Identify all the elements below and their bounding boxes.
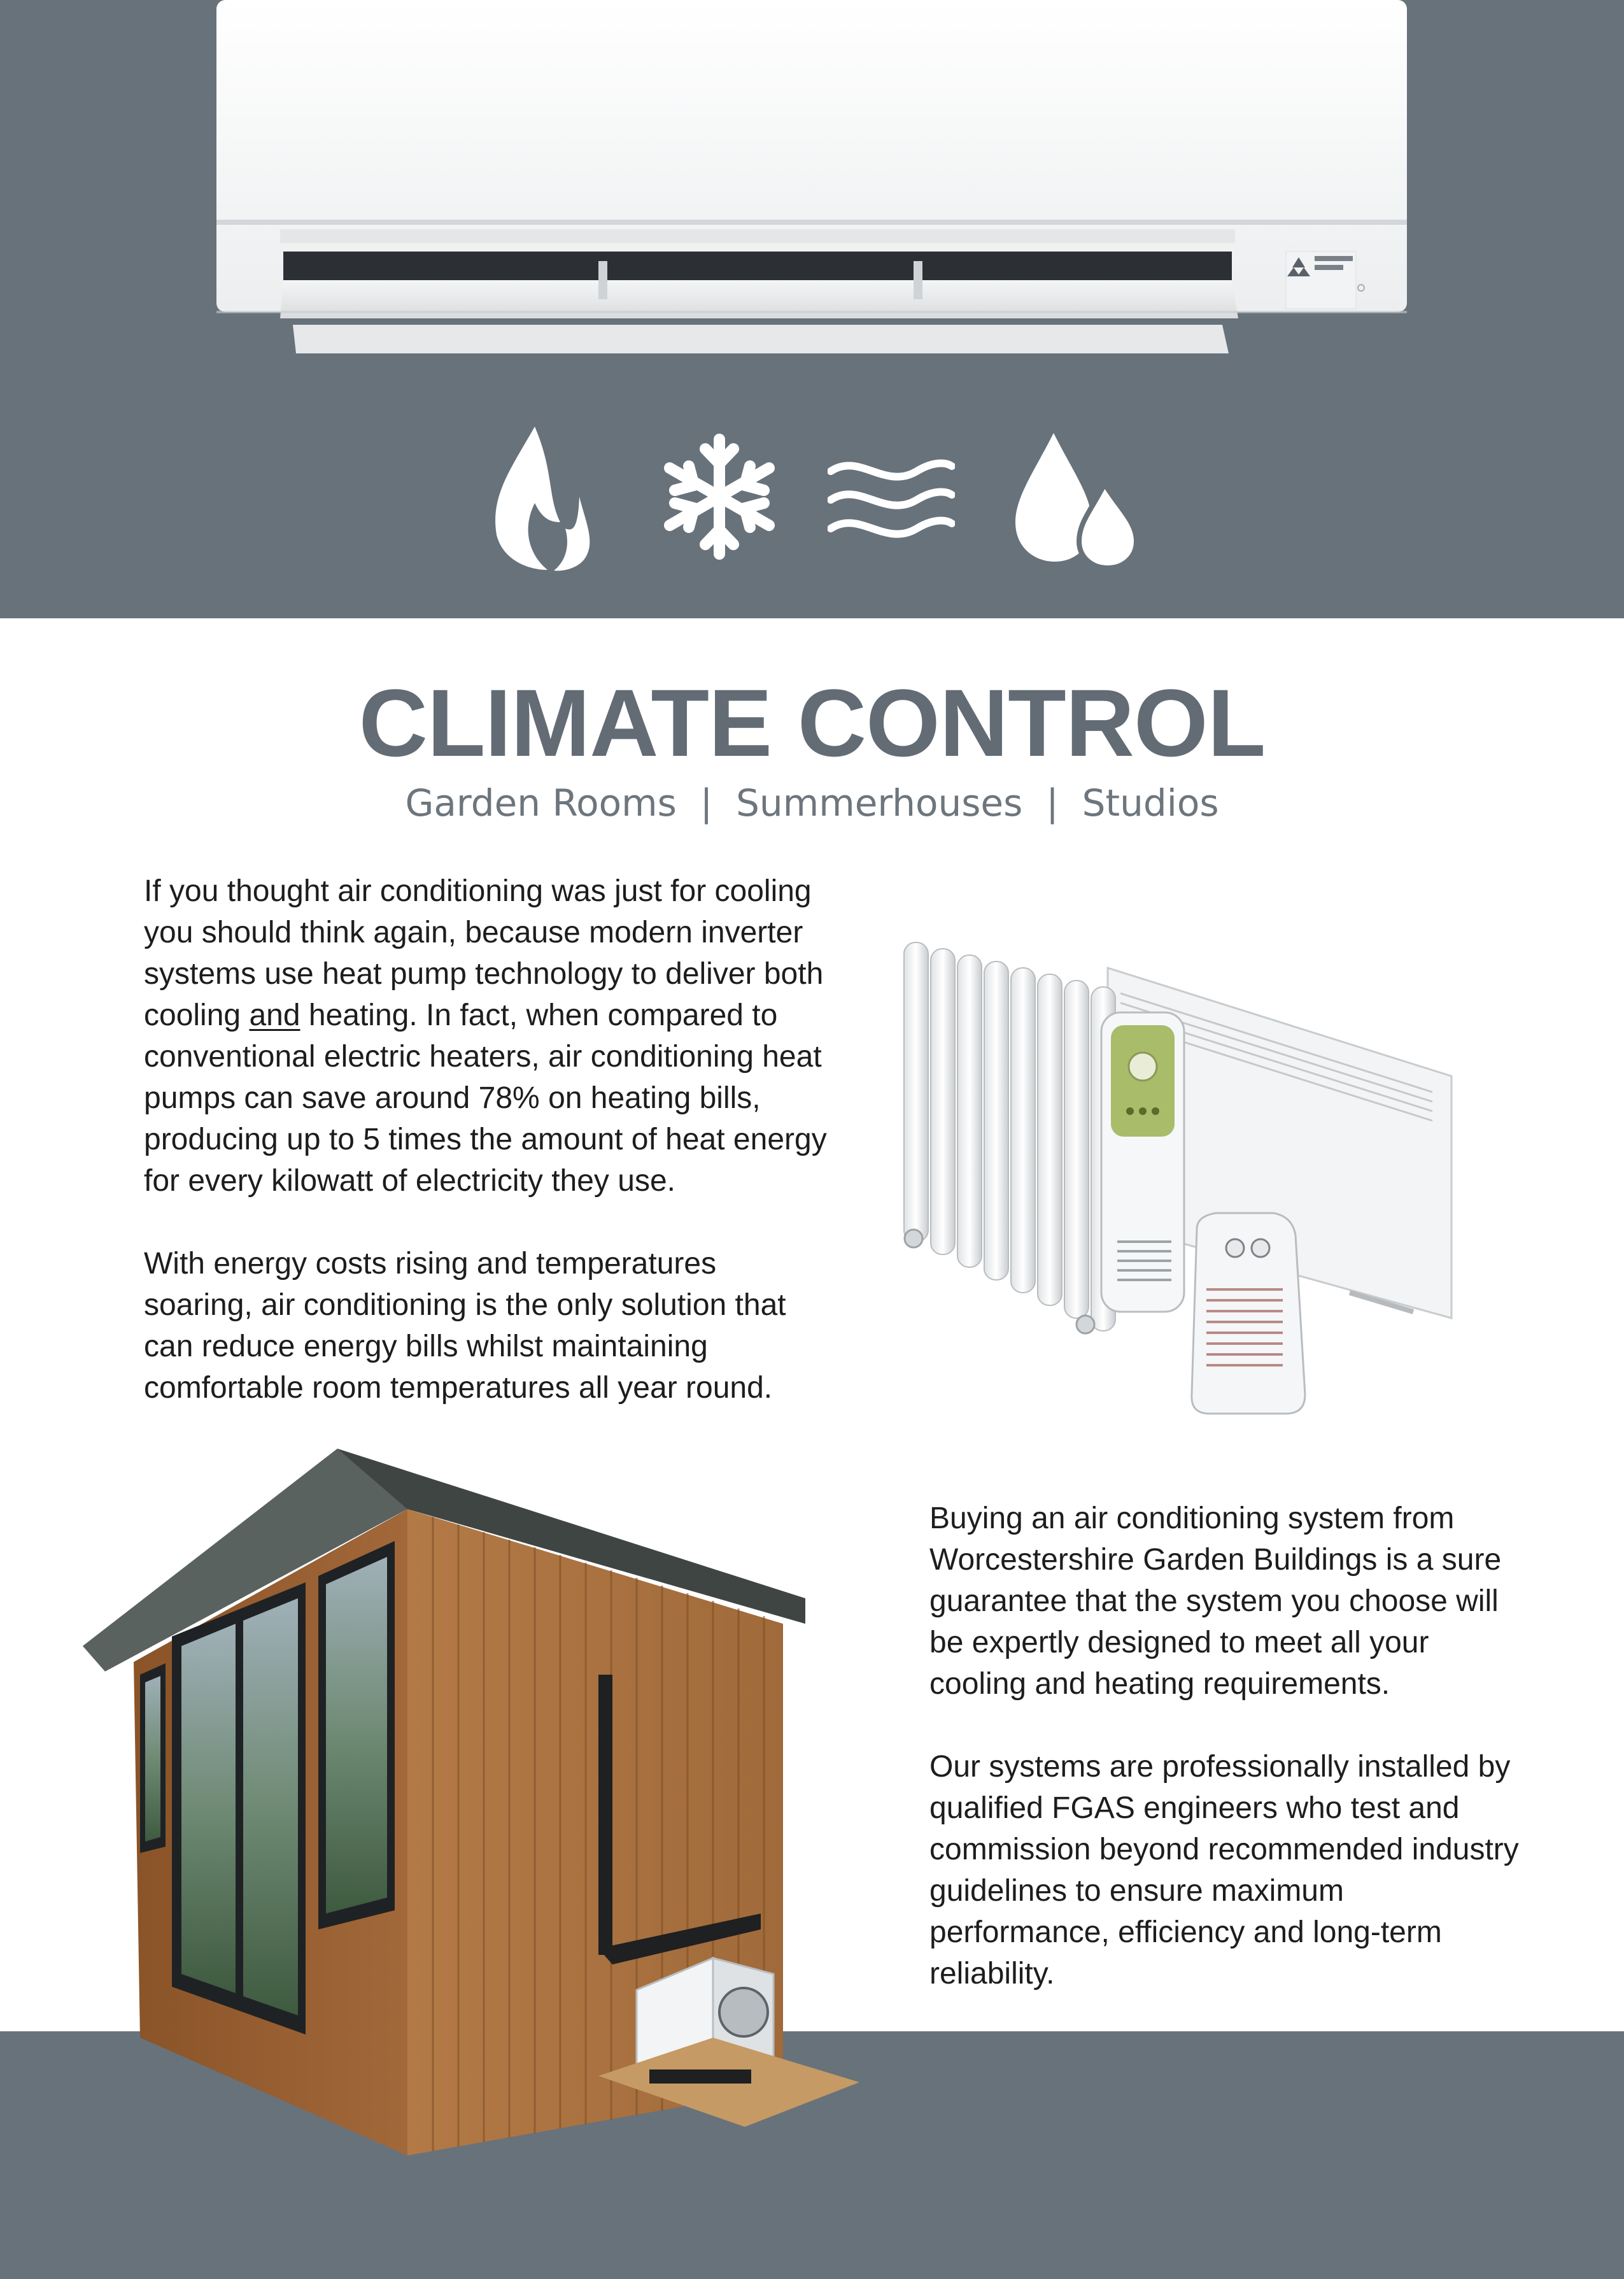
- ac-unit-image: [216, 0, 1407, 357]
- mode-icons: [484, 420, 1140, 573]
- garden-room-image: [76, 1439, 872, 2159]
- intro-text-part-2: heating. In fact, when compared to conventional electric heaters, air conditioning heat pumps can save around 78% on heating bills, producing up to 5 times the amount of heat energy for every kilowatt of electricity they use.: [144, 998, 827, 1198]
- water-drops-icon: [1009, 420, 1143, 573]
- page-title: CLIMATE CONTROL: [358, 669, 1266, 776]
- heaters-image: [891, 923, 1464, 1426]
- flame-icon: [484, 420, 611, 573]
- intro-paragraph-2: With energy costs rising and temperatures soaring, air conditioning is the only solution that can reduce energy bills whilst maintaining comfortable room temperatures all year round.: [144, 1247, 786, 1405]
- airflow-icon: [828, 420, 955, 573]
- details-paragraph-1: Buying an air conditioning system from Worcestershire Garden Buildings is a sure guarantee that the system you choose will be expertly designed to meet all your cooling and heating requirements.: [929, 1502, 1502, 1701]
- intro-text-part-1: If you thought air conditioning was just for cooling you should think again, because modern inverter systems use heat pump technology to deliver both cooling: [144, 874, 824, 1032]
- intro-emphasis: and: [249, 998, 300, 1032]
- snowflake-icon: [656, 420, 783, 573]
- page-subtitle: Garden Rooms | Summerhouses | Studios: [405, 781, 1219, 825]
- details-paragraph-2: Our systems are professionally installed by qualified FGAS engineers who test and commission beyond recommended industry guidelines to ensure maximum performance, efficiency and long-term reliability.: [929, 1750, 1519, 1991]
- intro-paragraph-1: [144, 870, 831, 1202]
